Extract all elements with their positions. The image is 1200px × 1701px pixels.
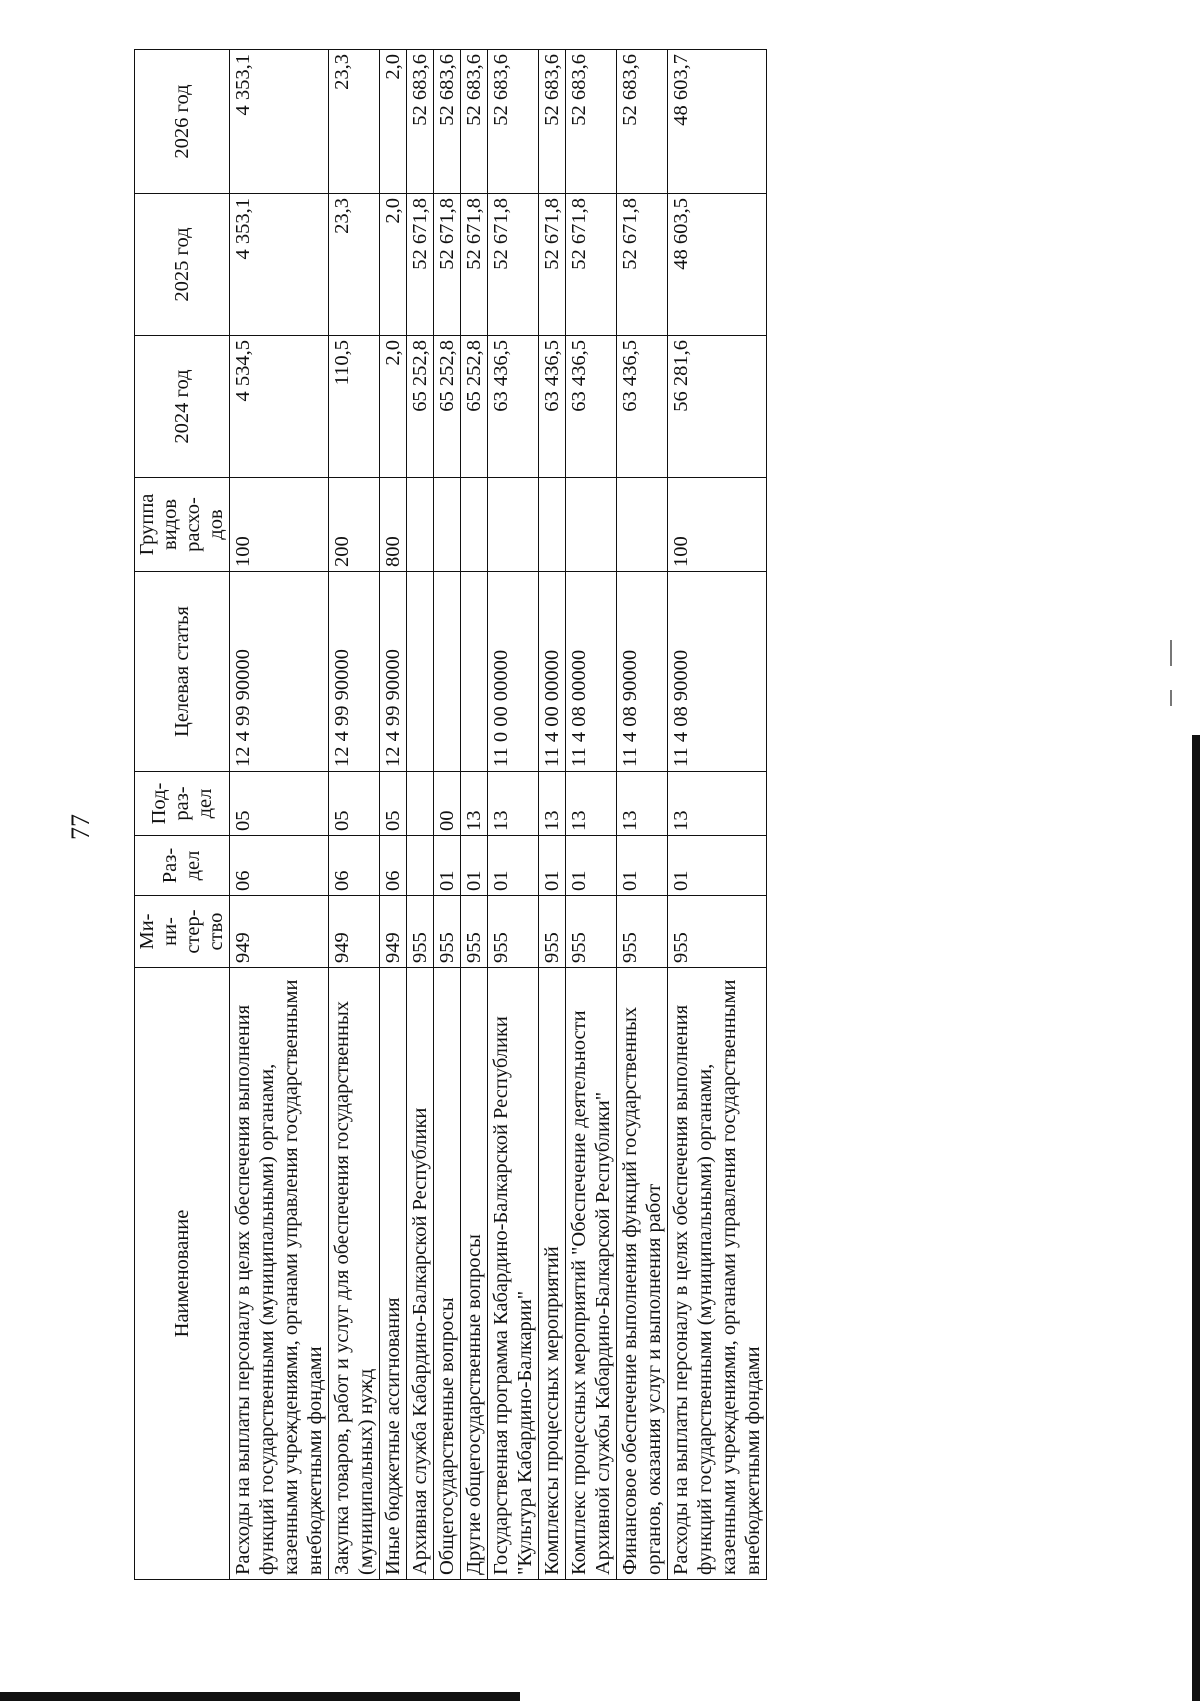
- row-2024: 63 436,5: [539, 336, 566, 478]
- row-2024: 4 534,5: [230, 336, 329, 478]
- row-subsection: 13: [617, 772, 668, 836]
- row-target: 11 4 08 90000: [668, 572, 767, 772]
- row-name: Комплекс процессных мероприятий "Обеспечение деятельности Архивной службы Кабардино-Балкарской Республики": [566, 968, 617, 1580]
- row-section: 01: [668, 836, 767, 896]
- table-row: [230, 50, 329, 1580]
- row-name: Расходы на выплаты персоналу в целях обеспечения выполнения функций государственными (муниципальными) органами, казенными учреждениями, органами управления государственными внебюджетными фондами: [668, 968, 767, 1580]
- table-row: [539, 50, 566, 1580]
- row-2026: 52 683,6: [488, 50, 539, 194]
- row-2025: 52 671,8: [539, 194, 566, 336]
- row-2024: 63 436,5: [617, 336, 668, 478]
- row-expense-group: [407, 478, 434, 572]
- row-subsection: 13: [488, 772, 539, 836]
- row-name: Общегосударственные вопросы: [434, 968, 461, 1580]
- row-2025: 52 671,8: [407, 194, 434, 336]
- table-row: [434, 50, 461, 1580]
- row-name: Иные бюджетные ассигнования: [380, 968, 407, 1580]
- row-ministry: 949: [230, 896, 329, 968]
- row-2026: 4 353,1: [230, 50, 329, 194]
- row-expense-group: [488, 478, 539, 572]
- header-ministry: Ми- ни- стер- ство: [135, 896, 230, 968]
- row-subsection: 05: [230, 772, 329, 836]
- page-number: 77: [66, 814, 95, 840]
- row-target: [407, 572, 434, 772]
- row-ministry: 955: [434, 896, 461, 968]
- row-2025: 4 353,1: [230, 194, 329, 336]
- row-name: Государственная программа Кабардино-Балкарской Республики "Культура Кабардино-Балкарии": [488, 968, 539, 1580]
- row-target: [461, 572, 488, 772]
- row-target: [434, 572, 461, 772]
- row-ministry: 949: [329, 896, 380, 968]
- row-target: 11 4 00 00000: [539, 572, 566, 772]
- row-ministry: 955: [461, 896, 488, 968]
- row-ministry: 955: [488, 896, 539, 968]
- row-ministry: 955: [407, 896, 434, 968]
- row-name: Расходы на выплаты персоналу в целях обеспечения выполнения функций государственными (муниципальными) органами, казенными учреждениями, органами управления государственными внебюджетными фондами: [230, 968, 329, 1580]
- row-expense-group: 100: [230, 478, 329, 572]
- row-2026: 52 683,6: [407, 50, 434, 194]
- header-2026: 2026 год: [135, 50, 230, 194]
- row-section: 06: [230, 836, 329, 896]
- row-name: Финансовое обеспечение выполнения функций государственных органов, оказания услуг и выполнения работ: [617, 968, 668, 1580]
- row-2024: 65 252,8: [461, 336, 488, 478]
- header-name: Наименование: [135, 968, 230, 1580]
- row-section: 06: [380, 836, 407, 896]
- row-expense-group: [539, 478, 566, 572]
- row-target: 12 4 99 90000: [329, 572, 380, 772]
- row-2024: 65 252,8: [407, 336, 434, 478]
- table-row: [407, 50, 434, 1580]
- row-expense-group: [434, 478, 461, 572]
- row-2026: 52 683,6: [566, 50, 617, 194]
- header-row: [135, 50, 230, 1580]
- table-row: [566, 50, 617, 1580]
- table-row: [461, 50, 488, 1580]
- row-expense-group: 100: [668, 478, 767, 572]
- row-subsection: 05: [380, 772, 407, 836]
- row-target: 11 0 00 00000: [488, 572, 539, 772]
- row-2026: 52 683,6: [617, 50, 668, 194]
- row-2024: 63 436,5: [488, 336, 539, 478]
- table-row: [617, 50, 668, 1580]
- row-ministry: 949: [380, 896, 407, 968]
- row-ministry: 955: [668, 896, 767, 968]
- row-subsection: 00: [434, 772, 461, 836]
- row-section: 01: [461, 836, 488, 896]
- header-section: Раз- дел: [135, 836, 230, 896]
- scan-edge-bottom: [0, 1692, 520, 1701]
- row-ministry: 955: [566, 896, 617, 968]
- row-target: 11 4 08 00000: [566, 572, 617, 772]
- row-ministry: 955: [539, 896, 566, 968]
- scan-edge-right: [1192, 735, 1200, 1701]
- header-2025: 2025 год: [135, 194, 230, 336]
- scan-speck: [1170, 640, 1172, 666]
- row-target: 11 4 08 90000: [617, 572, 668, 772]
- row-section: 01: [434, 836, 461, 896]
- row-subsection: 13: [539, 772, 566, 836]
- row-target: 12 4 99 90000: [230, 572, 329, 772]
- row-2025: 23,3: [329, 194, 380, 336]
- row-section: [407, 836, 434, 896]
- row-subsection: [407, 772, 434, 836]
- row-2026: 23,3: [329, 50, 380, 194]
- row-section: 01: [617, 836, 668, 896]
- row-2026: 48 603,7: [668, 50, 767, 194]
- row-2025: 52 671,8: [617, 194, 668, 336]
- row-expense-group: [566, 478, 617, 572]
- row-2025: 52 671,8: [434, 194, 461, 336]
- row-2025: 48 603,5: [668, 194, 767, 336]
- row-2026: 2,0: [380, 50, 407, 194]
- row-target: 12 4 99 90000: [380, 572, 407, 772]
- row-ministry: 955: [617, 896, 668, 968]
- table-body: [230, 50, 767, 1580]
- row-2026: 52 683,6: [539, 50, 566, 194]
- scan-speck: [1170, 690, 1172, 706]
- row-2024: 110,5: [329, 336, 380, 478]
- row-2025: 2,0: [380, 194, 407, 336]
- row-section: 01: [566, 836, 617, 896]
- header-2024: 2024 год: [135, 336, 230, 478]
- row-expense-group: 800: [380, 478, 407, 572]
- row-section: 01: [539, 836, 566, 896]
- row-subsection: 05: [329, 772, 380, 836]
- table-row: [329, 50, 380, 1580]
- row-2025: 52 671,8: [461, 194, 488, 336]
- row-subsection: 13: [668, 772, 767, 836]
- header-subsection: Под- раз- дел: [135, 772, 230, 836]
- header-expense-group: Группа видов расхо- дов: [135, 478, 230, 572]
- table-row: [380, 50, 407, 1580]
- header-target: Целевая статья: [135, 572, 230, 772]
- row-2024: 65 252,8: [434, 336, 461, 478]
- table-row: [488, 50, 539, 1580]
- row-expense-group: 200: [329, 478, 380, 572]
- row-name: Архивная служба Кабардино-Балкарской Республики: [407, 968, 434, 1580]
- row-subsection: 13: [461, 772, 488, 836]
- row-section: 01: [488, 836, 539, 896]
- row-2026: 52 683,6: [434, 50, 461, 194]
- row-2026: 52 683,6: [461, 50, 488, 194]
- row-expense-group: [461, 478, 488, 572]
- row-2025: 52 671,8: [566, 194, 617, 336]
- row-subsection: 13: [566, 772, 617, 836]
- row-name: Комплексы процессных мероприятий: [539, 968, 566, 1580]
- row-name: Закупка товаров, работ и услуг для обеспечения государственных (муниципальных) нужд: [329, 968, 380, 1580]
- budget-table: [134, 49, 767, 1580]
- row-2025: 52 671,8: [488, 194, 539, 336]
- rotated-table-wrapper: [134, 50, 1064, 1580]
- row-2024: 2,0: [380, 336, 407, 478]
- row-expense-group: [617, 478, 668, 572]
- row-2024: 56 281,6: [668, 336, 767, 478]
- row-2024: 63 436,5: [566, 336, 617, 478]
- row-section: 06: [329, 836, 380, 896]
- table-row: [668, 50, 767, 1580]
- row-name: Другие общегосударственные вопросы: [461, 968, 488, 1580]
